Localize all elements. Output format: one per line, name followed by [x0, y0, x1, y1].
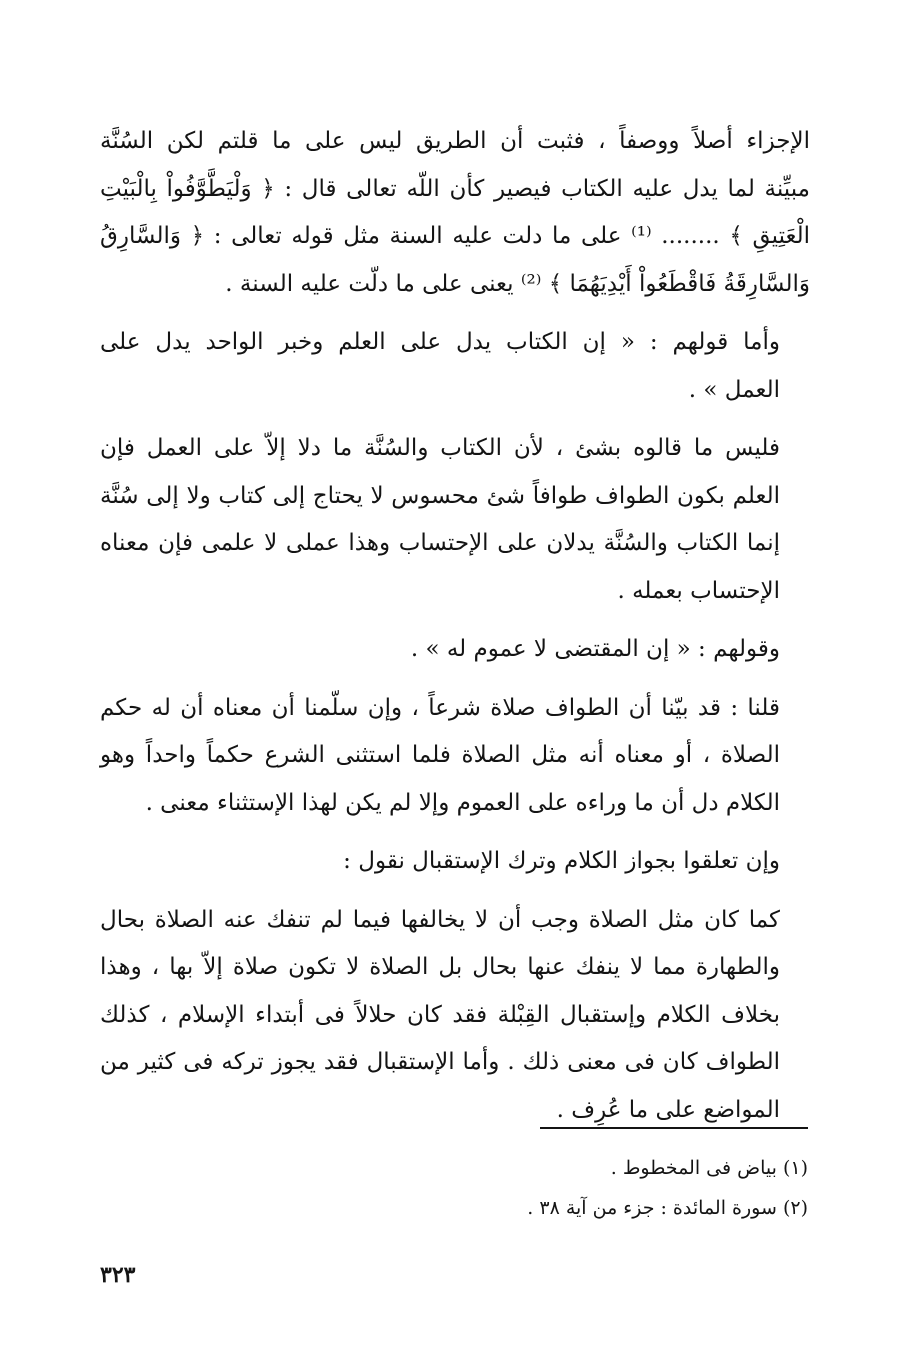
paragraph	[100, 897, 810, 1135]
text-line: الكلام دل أن ما وراءه على العموم وإلا لم يكن لهذا الإستثناء معنى .	[145, 789, 780, 816]
text-line: بخلاف الكلام وإستقبال القِبْلة فقد كان حلالاً فى أبتداء الإسلام ، كذلك	[100, 1001, 780, 1028]
footnotes	[300, 1148, 808, 1228]
text-line: الْعَتِيقِ ﴾ ........ ⁽¹⁾ على ما دلت عليه السنة مثل قوله تعالى : ﴿ وَالسَّارِقُ	[100, 223, 810, 249]
text-line: وَالسَّارِقَةُ فَاقْطَعُواْ أَيْدِيَهُمَا ﴾ ⁽²⁾ يعنى على ما دلّت عليه السنة .	[225, 270, 810, 297]
text-line: المواضع على ما عُرِف .	[556, 1096, 780, 1123]
paragraph	[100, 425, 810, 615]
text-line: كما كان مثل الصلاة وجب أن لا يخالفها فيما لم تنفك عنه الصلاة بحال	[100, 906, 780, 933]
text-line: فليس ما قالوه بشئ ، لأن الكتاب والسُنَّة ما دلا إلاّ على العمل فإن	[100, 435, 780, 461]
text-line: وإن تعلقوا بجواز الكلام وترك الإستقبال نقول :	[343, 848, 780, 874]
text-line: مبيِّنة لما يدل عليه الكتاب فيصير كأن اللّه تعالى قال : ﴿ وَلْيَطَّوَّفُواْ بِالْبَيْتِ	[100, 175, 810, 202]
paragraph	[100, 118, 810, 308]
text-line: قلنا : قد بيّنا أن الطواف صلاة شرعاً ، وإن سلّمنا أن معناه أن له حكم	[100, 694, 780, 721]
text-line: العمل » .	[688, 376, 780, 403]
page-number: ٣٢٣	[100, 1262, 136, 1288]
text-line: والطهارة مما لا ينفك عنها بحال بل الصلاة لا تكون صلاة إلاّ بها ، وهذا	[100, 954, 780, 980]
text-line: الإحتساب بعمله .	[617, 577, 780, 604]
text-line: الطواف كان فى معنى ذلك . وأما الإستقبال فقد يجوز تركه فى كثير من	[100, 1049, 780, 1075]
paragraph	[100, 626, 810, 674]
paragraph	[100, 319, 810, 414]
paragraph	[100, 838, 810, 886]
main-text	[100, 118, 810, 1145]
text-line: وقولهم : « إن المقتضى لا عموم له » .	[410, 636, 780, 662]
text-line: العلم بكون الطواف طوافاً شئ محسوس لا يحتاج إلى كتاب ولا إلى سُنَّة	[100, 482, 780, 509]
text-line: الإجزاء أصلاً ووصفاً ، فثبت أن الطريق ليس على ما قلتم لكن السُنَّة	[100, 128, 810, 154]
footnote-divider	[540, 1127, 808, 1129]
text-line: وأما قولهم : « إن الكتاب يدل على العلم وخبر الواحد يدل على	[100, 329, 780, 355]
footnote: (١) بياض فى المخطوط .	[610, 1157, 808, 1179]
text-line: الصلاة ، أو معناه أنه مثل الصلاة فلما استثنى الشرع حكماً واحداً وهو	[100, 742, 780, 768]
text-line: إنما الكتاب والسُنَّة يدلان على الإحتساب وهذا عملى لا علمى فإن معناه	[100, 530, 780, 556]
paragraph	[100, 685, 810, 828]
footnote: (٢) سورة المائدة : جزء من آية ٣٨ .	[527, 1197, 808, 1219]
